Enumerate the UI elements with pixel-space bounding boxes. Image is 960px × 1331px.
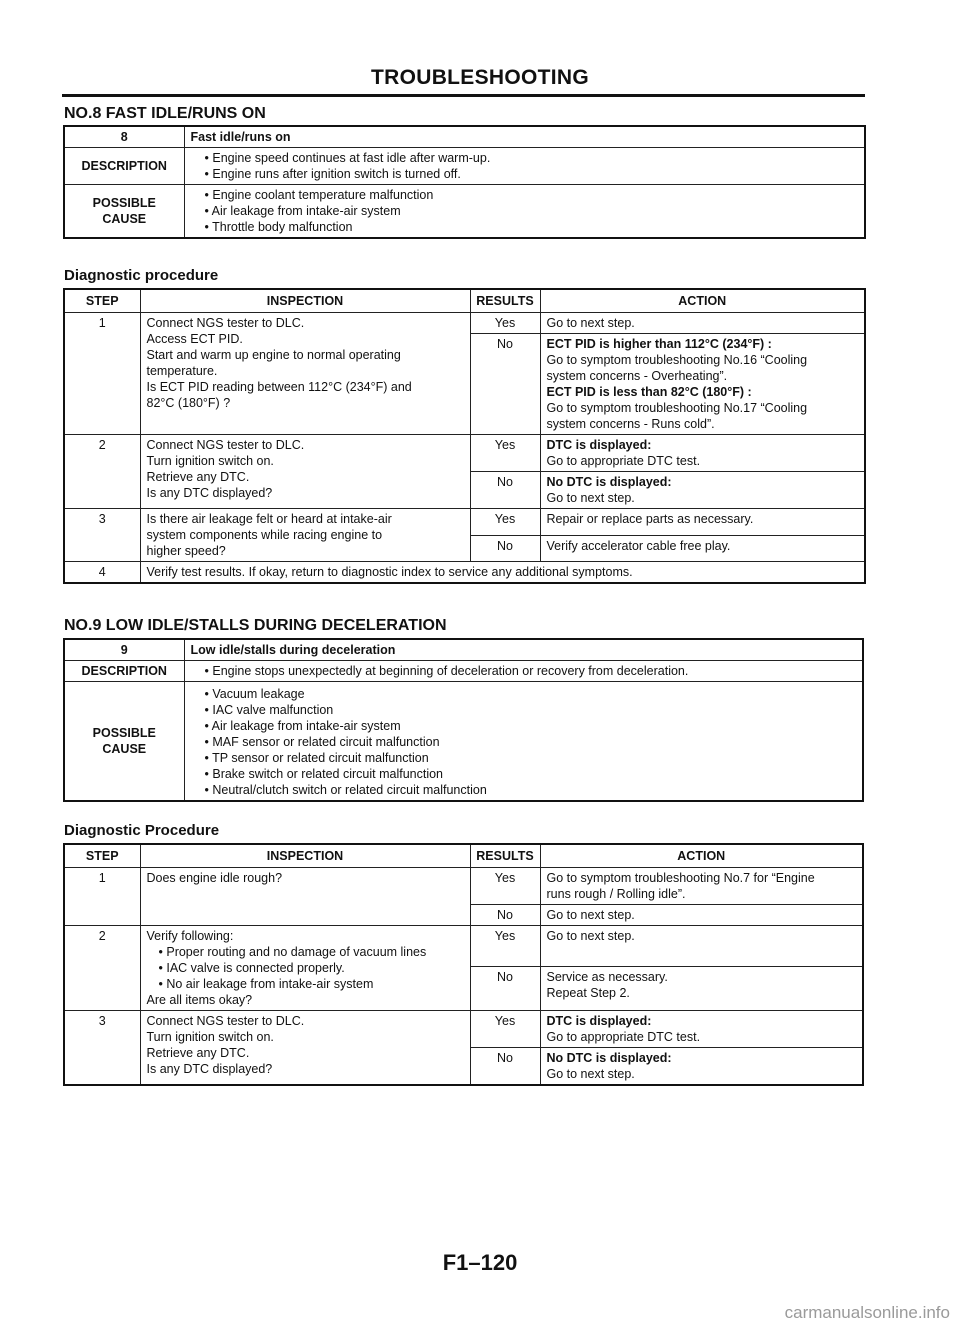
result-cell: No: [470, 967, 540, 1011]
action-cell: Verify accelerator cable free play.: [540, 535, 865, 562]
page-number: F1–120: [442, 1250, 518, 1275]
step-number: 2: [64, 435, 140, 509]
header-action: ACTION: [540, 844, 863, 868]
step-number: 3: [64, 509, 140, 562]
action-cell: ECT PID is higher than 112°C (234°F) : Go to symptom troubleshooting No.16 “Cooling system concerns - Overheating”. ECT PID is less than 82°C (180°F) : Go to symptom troubleshooting No.17 “Cooling system concerns - Runs cold”.: [540, 334, 865, 435]
description-label: DESCRIPTION: [64, 661, 184, 682]
step-number: 4: [64, 562, 140, 584]
action-cell: No DTC is displayed: Go to next step.: [540, 1048, 863, 1086]
cause-item: • Air leakage from intake-air system: [191, 718, 857, 734]
inspection-cell: Connect NGS tester to DLC. Turn ignition switch on. Retrieve any DTC. Is any DTC displayed?: [140, 1011, 470, 1086]
section1-title: NO.8 FAST IDLE/RUNS ON: [64, 105, 266, 122]
result-cell: No: [470, 1048, 540, 1086]
cause-item: • Vacuum leakage: [191, 686, 857, 702]
action-cell: Repair or replace parts as necessary.: [540, 509, 865, 536]
result-cell: Yes: [470, 313, 540, 334]
action-cell: Go to next step.: [540, 905, 863, 926]
header-inspection: INSPECTION: [140, 289, 470, 313]
cause-item: • Engine coolant temperature malfunction: [191, 187, 859, 203]
cause-cell: [184, 682, 863, 802]
cause-item: • Throttle body malfunction: [191, 219, 859, 235]
inspection-cell: Is there air leakage felt or heard at intake-air system components while racing engine to higher speed?: [140, 509, 470, 562]
description-label: DESCRIPTION: [64, 148, 184, 185]
description-item: • Engine speed continues at fast idle after warm-up.: [191, 150, 859, 166]
cause-label: POSSIBLE CAUSE: [64, 682, 184, 802]
inspection-line: 82°C (180°F) ?: [146, 396, 231, 410]
inspection-cell: [140, 313, 470, 435]
description-item: • Engine runs after ignition switch is turned off.: [191, 166, 859, 182]
section2-diag-title: Diagnostic Procedure: [64, 822, 220, 839]
action-cell: No DTC is displayed: Go to next step.: [540, 472, 865, 509]
action-cell: Go to symptom troubleshooting No.7 for “Engine runs rough / Rolling idle”.: [540, 868, 863, 905]
result-cell: Yes: [470, 509, 540, 536]
cause-item: • Brake switch or related circuit malfunction: [191, 766, 857, 782]
cause-item: • MAF sensor or related circuit malfunction: [191, 734, 857, 750]
inspection-line: temperature.: [146, 364, 218, 378]
action-cell: Service as necessary. Repeat Step 2.: [540, 967, 863, 1011]
inspection-line: Connect NGS tester to DLC.: [146, 316, 305, 330]
result-cell: Yes: [470, 926, 540, 967]
description-cell: [184, 661, 863, 682]
header-results: RESULTS: [470, 289, 540, 313]
cause-item: • Air leakage from intake-air system: [191, 203, 859, 219]
inspection-cell: Connect NGS tester to DLC. Turn ignition switch on. Retrieve any DTC. Is any DTC displayed?: [140, 435, 470, 509]
section2-summary-table: [63, 638, 864, 802]
inspection-cell: Verify following: • Proper routing and no damage of vacuum lines • IAC valve is connected properly. • No air leakage from intake-air system Are all items okay?: [140, 926, 470, 1011]
header-inspection: INSPECTION: [140, 844, 470, 868]
cause-cell: [184, 185, 865, 239]
description-item: • Engine stops unexpectedly at beginning of deceleration or recovery from deceleration.: [191, 663, 857, 679]
step-number: 1: [64, 868, 140, 926]
result-cell: No: [470, 472, 540, 509]
step-number: 3: [64, 1011, 140, 1086]
step-number: 1: [64, 313, 140, 435]
header-step: STEP: [64, 844, 140, 868]
action-cell: DTC is displayed: Go to appropriate DTC test.: [540, 1011, 863, 1048]
header-action: ACTION: [540, 289, 865, 313]
symptom-name: Low idle/stalls during deceleration: [184, 639, 863, 661]
action-cell: DTC is displayed: Go to appropriate DTC test.: [540, 435, 865, 472]
header-step: STEP: [64, 289, 140, 313]
symptom-name: Fast idle/runs on: [184, 126, 865, 148]
action-cell: Go to next step.: [540, 926, 863, 967]
inspection-line: Start and warm up engine to normal operating: [146, 348, 401, 362]
symptom-number: 9: [64, 639, 184, 661]
section2-title: NO.9 LOW IDLE/STALLS DURING DECELERATION: [64, 617, 447, 634]
section1-diag-table: [63, 288, 866, 584]
result-cell: No: [470, 905, 540, 926]
cause-item: • Neutral/clutch switch or related circuit malfunction: [191, 782, 857, 798]
page-title: TROUBLESHOOTING: [371, 66, 589, 89]
action-cell: Go to next step.: [540, 313, 865, 334]
step-number: 2: [64, 926, 140, 1011]
result-cell: Yes: [470, 435, 540, 472]
symptom-number: 8: [64, 126, 184, 148]
description-cell: [184, 148, 865, 185]
section1-summary-table: [63, 125, 866, 239]
result-cell: Yes: [470, 868, 540, 905]
cause-item: • IAC valve malfunction: [191, 702, 857, 718]
inspection-cell: Does engine idle rough?: [140, 868, 470, 926]
result-cell: No: [470, 535, 540, 562]
watermark: carmanualsonline.info: [784, 1303, 950, 1322]
cause-item: • TP sensor or related circuit malfunction: [191, 750, 857, 766]
section1-diag-title: Diagnostic procedure: [64, 267, 219, 284]
header-results: RESULTS: [470, 844, 540, 868]
cause-label: POSSIBLE CAUSE: [64, 185, 184, 239]
section2-diag-table: [63, 843, 864, 1086]
inspection-line: Access ECT PID.: [146, 332, 243, 346]
inspection-line: Is ECT PID reading between 112°C (234°F) and: [146, 380, 412, 394]
title-rule: [62, 94, 865, 97]
result-cell: Yes: [470, 1011, 540, 1048]
step4-text: Verify test results. If okay, return to diagnostic index to service any additional symptoms.: [140, 562, 865, 584]
result-cell: No: [470, 334, 540, 435]
